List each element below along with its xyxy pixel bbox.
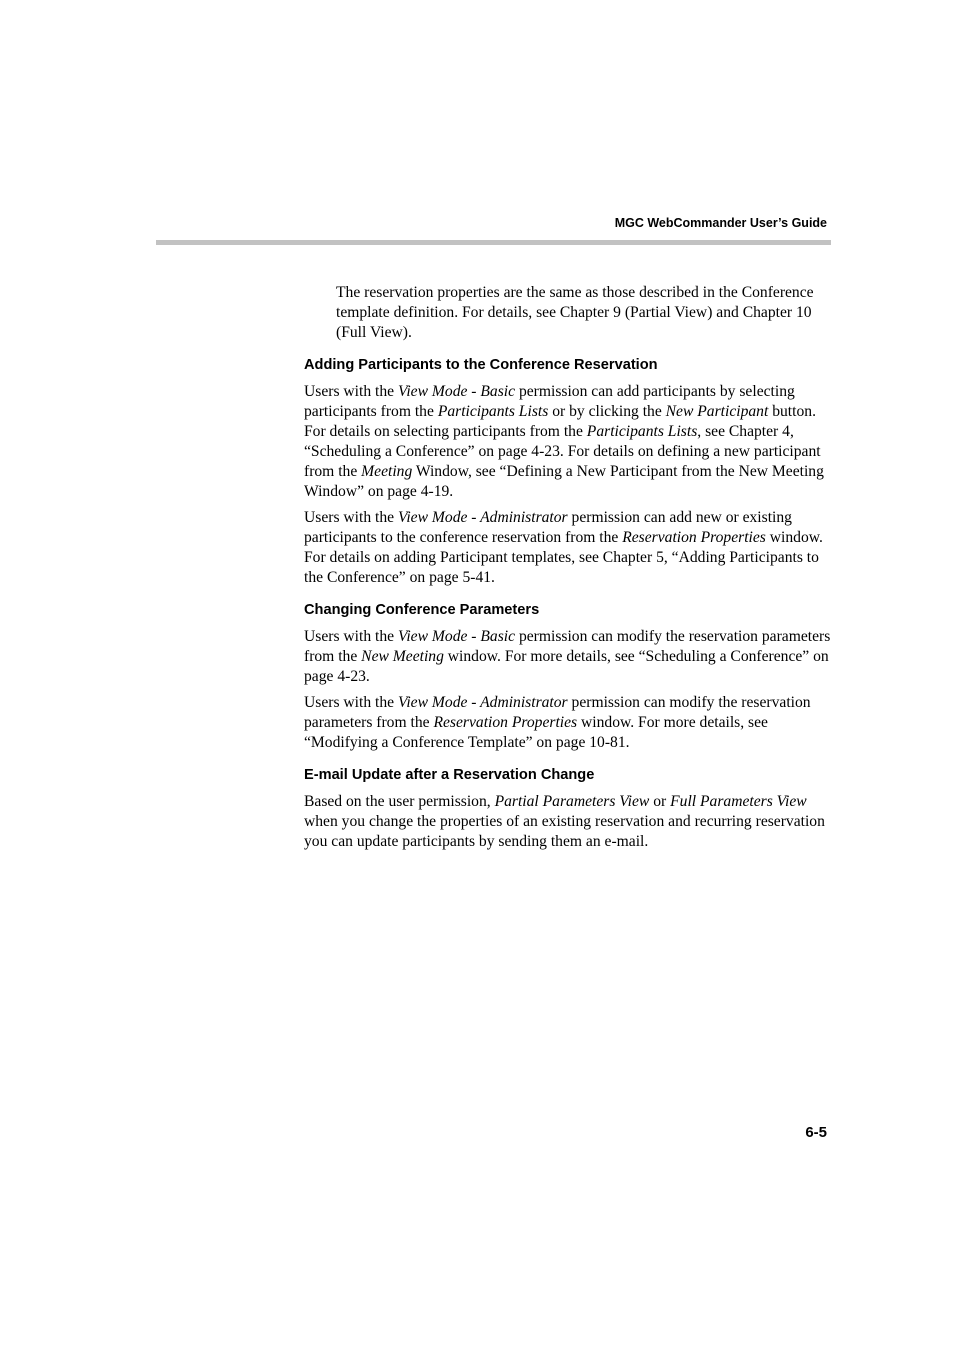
- section-heading-adding-participants: Adding Participants to the Conference Reservation: [304, 357, 658, 373]
- page-number: 6-5: [805, 1124, 827, 1141]
- section-heading-changing-parameters: Changing Conference Parameters: [304, 602, 540, 618]
- paragraph-basic-modify-parameters: Users with the View Mode - Basic permission can modify the reservation parameters from the New Meeting window. For more details, see “Scheduling a Conference” on page 4-23.: [304, 628, 831, 685]
- running-header: MGC WebCommander User’s Guide: [614, 216, 827, 230]
- paragraph-admin-add-participants: Users with the View Mode - Administrator permission can add new or existing participants to the conference reservation from the Reservation Properties window. For details on adding Participant templates, see Chapter 5, “Adding Participants to the Conference” on page 5-41.: [304, 509, 823, 586]
- page-body: [304, 283, 831, 858]
- paragraph-email-update: Based on the user permission, Partial Parameters View or Full Parameters View when you change the properties of an existing reservation and recurring reservation you can update participants by sending them an e-mail.: [304, 793, 825, 850]
- paragraph-basic-add-participants: Users with the View Mode - Basic permission can add participants by selecting participants from the Participants Lists or by clicking the New Participant button. For details on selecting participants from the Participants Lists, see Chapter 4, “Scheduling a Conference” on page 4-23. For details on defining a new participant from the Meeting Window, see “Defining a New Participant from the New Meeting Window” on page 4-19.: [304, 383, 824, 500]
- intro-paragraph: The reservation properties are the same as those described in the Conference template definition. For details, see Chapter 9 (Partial View) and Chapter 10 (Full View).: [336, 284, 814, 341]
- paragraph-admin-modify-parameters: Users with the View Mode - Administrator permission can modify the reservation parameters from the Reservation Properties window. For more details, see “Modifying a Conference Template” on page 10-81.: [304, 694, 811, 751]
- header-rule: [156, 240, 831, 245]
- section-heading-email-update: E-mail Update after a Reservation Change: [304, 767, 595, 783]
